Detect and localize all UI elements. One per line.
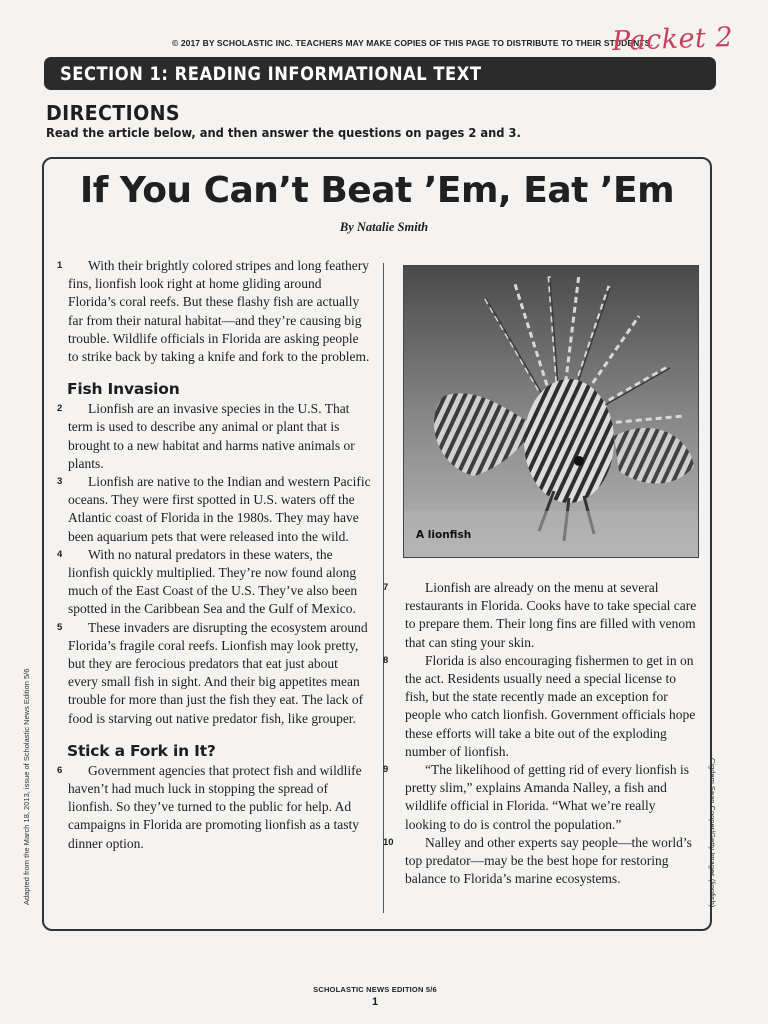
paragraph-text: These invaders are disrupting the ecosystem around Florida’s fragile coral reefs. Lionfish may look pretty, but they are ferocious predators that eat just about every small fish in sight. And their big appetites mean trouble for more than just the fish they eat. The lack of food is starving out native predator fish, like grouper.	[68, 619, 368, 726]
article-paragraph	[385, 579, 697, 652]
directions-title: DIRECTIONS	[46, 101, 180, 125]
article-right-column	[385, 579, 697, 888]
paragraph-number: 8	[383, 654, 389, 666]
lionfish-photo	[403, 265, 699, 558]
article-title: If You Can’t Beat ’Em, Eat ’Em	[79, 170, 675, 211]
article-paragraph	[59, 473, 371, 546]
paragraph-number: 6	[57, 764, 63, 776]
footer-edition: SCHOLASTIC NEWS EDITION 5/6	[313, 985, 437, 994]
article-paragraph	[59, 762, 371, 853]
paragraph-text: Government agencies that protect fish and wildlife haven’t had much luck in stopping the spread of lionfish. So they’ve turned to the public for help. Ad campaigns in Florida are promoting lionfish as a tasty dinner option.	[68, 762, 362, 851]
article-paragraph	[385, 652, 697, 761]
lionfish-image	[404, 266, 698, 557]
paragraph-text: “The likelihood of getting rid of every lionfish is pretty slim,” explains Amanda Nalley, a fish and wildlife official in Florida. “What we’re really looking to do is control the population.”	[405, 762, 689, 832]
paragraph-number: 4	[57, 548, 63, 560]
article-paragraph	[385, 761, 697, 834]
article-paragraph	[59, 257, 371, 366]
paragraph-text: Florida is also encouraging fishermen to get in on the act. Residents usually need a special license to fish, but the state recently made an exception for people who catch lionfish. Government officials hope these efforts will take a bite out of the exploding number of lionfish.	[405, 652, 696, 759]
paragraph-number: 7	[383, 582, 389, 593]
paragraph-number: 10	[383, 836, 394, 848]
directions-text: Read the article below, and then answer the questions on pages 2 and 3.	[46, 125, 521, 140]
paragraph-number: 1	[57, 260, 63, 271]
section-subhead: Stick a Fork in It?	[67, 741, 216, 760]
article-paragraph	[59, 619, 371, 728]
paragraph-text: Lionfish are an invasive species in the U.S. That term is used to describe any animal or plant that is brought to a new habitat and harms native animals or plants.	[68, 401, 355, 471]
paragraph-number: 5	[57, 621, 63, 633]
handwritten-note: Packet 2	[611, 21, 734, 58]
copyright-notice: © 2017 BY SCHOLASTIC INC. TEACHERS MAY MAKE COPIES OF THIS PAGE TO DISTRIBUTE TO THEIR STUDENTS.	[172, 38, 653, 48]
section-subhead: Fish Invasion	[67, 380, 180, 399]
paragraph-text: Lionfish are already on the menu at several restaurants in Florida. Cooks have to take special care to prepare them. Their long fins are filled with venom that can sting your skin.	[405, 580, 697, 650]
source-credit: Adapted from the March 18, 2013, issue of Scholastic News Edition 5/6	[22, 668, 31, 905]
paragraph-text: Nalley and other experts say people—the world’s top predator—may be the best hope for restoring balance to Florida’s marine ecosystems.	[405, 834, 692, 887]
section-banner	[44, 57, 716, 90]
article-paragraph	[59, 400, 371, 473]
article-paragraph	[385, 834, 697, 889]
page-number: 1	[371, 996, 379, 1008]
paragraph-text: Lionfish are native to the Indian and western Pacific oceans. They were first spotted in U.S. waters off the Atlantic coast of Florida in the 1980s. They may have been aquarium pets that were released into the wild.	[68, 474, 371, 544]
section-title: SECTION 1: READING INFORMATIONAL TEXT	[60, 63, 482, 85]
article-byline: By Natalie Smith	[339, 220, 429, 234]
article-left-column	[59, 257, 371, 853]
photo-caption: A lionfish	[416, 529, 472, 541]
article-paragraph	[59, 546, 371, 619]
paragraph-number: 2	[57, 403, 63, 415]
paragraph-text: With their brightly colored stripes and long feathery fins, lionfish look right at home gliding around Florida’s coral reefs. But these flashy fish are actually far from their natural habitat—and they’re causing big trouble. Wildlife officials in Florida are asking people to strike back by taking a knife and fork to the problem.	[68, 258, 370, 365]
photo-credit: Cigdem Sean Cooper/Getty Images (lionfish)	[708, 758, 717, 908]
paragraph-text: With no natural predators in these waters, the lionfish quickly multiplied. They’re now found along much of the East Coast of the U.S. They’ve also been spotted in the Caribbean Sea and the Gulf of Mexico.	[68, 546, 358, 617]
paragraph-number: 9	[383, 764, 389, 776]
paragraph-number: 3	[57, 476, 63, 488]
